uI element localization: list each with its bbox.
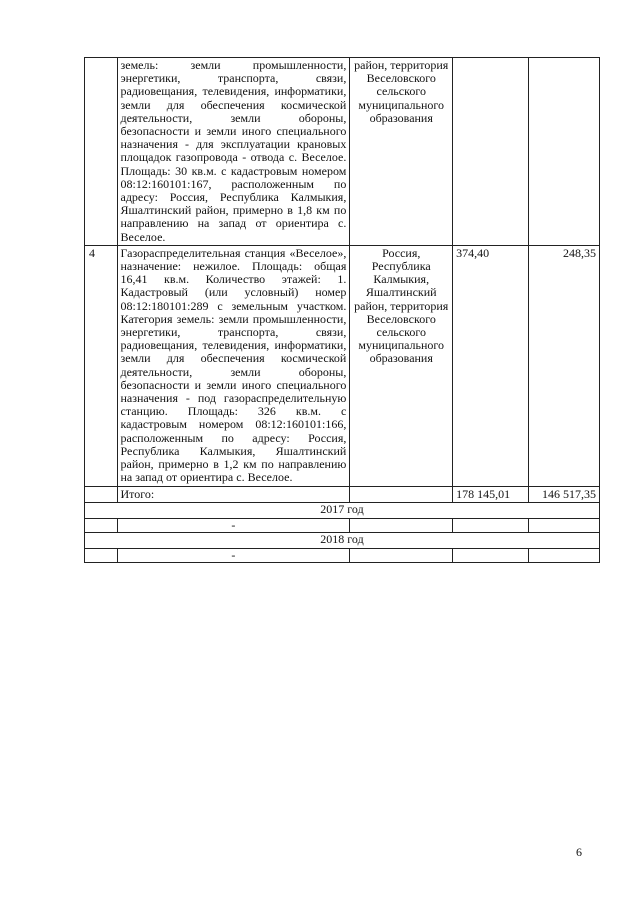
empty-cell: [528, 518, 599, 532]
year-2018-row: [85, 532, 600, 548]
empty-cell: [85, 548, 118, 562]
row-value2-cell: 248,35: [528, 245, 599, 486]
total-empty-cell: [85, 486, 118, 502]
table-row-4: [85, 245, 600, 486]
year-2017-heading: 2017 год: [85, 502, 600, 518]
empty-cell: [350, 548, 453, 562]
empty-cell: [528, 548, 599, 562]
year-2017-row: [85, 502, 600, 518]
year-2018-empty-row: [85, 548, 600, 562]
total-empty-cell: [350, 486, 453, 502]
total-value2: 146 517,35: [528, 486, 599, 502]
year-2018-heading: 2018 год: [85, 532, 600, 548]
property-table: [84, 57, 600, 563]
row-number-cell: [85, 58, 118, 246]
row-description-cell: земель: земли промышленности, энергетики, транспорта, связи, радиовещания, телевидения, информатики, земли для обеспечения космической деятельности, земли обороны, безопасности и земли иного специального назначения - для эксплуатации крановых площадок газопровода - отвода с. Веселое. Площадь: 30 кв.м. с кадастровым номером 08:12:160101:167, расположенным по адресу: Россия, Республика Калмыкия, Яшалтинский район, примерно в 1,8 км по направлению на запад от ориентира с. Веселое.: [117, 58, 350, 246]
year-2017-dash: -: [117, 518, 350, 532]
row-value2-cell: [528, 58, 599, 246]
row-value1-cell: 374,40: [453, 245, 529, 486]
year-2018-dash: -: [117, 548, 350, 562]
row-description-cell: Газораспределительная станция «Веселое», назначение: нежилое. Площадь: общая 16,41 кв.м. Количество этажей: 1. Кадастровый (или условный) номер 08:12:180101:289 с земельным участком. Категория земель: земли промышленности, энергетики, транспорта, связи, радиовещания, телевидения, информатики, земли для обеспечения космической деятельности, земли обороны, безопасности и земли иного специального назначения - под газораспределительную станцию. Площадь: 326 кв.м. с кадастровым номером 08:12:160101:166, расположенным по адресу: Россия, Республика Калмыкия, Яшалтинский район, примерно в 1,2 км по направлению на запад от ориентира с. Веселое.: [117, 245, 350, 486]
row-value1-cell: [453, 58, 529, 246]
year-2017-empty-row: [85, 518, 600, 532]
empty-cell: [350, 518, 453, 532]
total-row: [85, 486, 600, 502]
empty-cell: [453, 548, 529, 562]
total-label: Итого:: [117, 486, 350, 502]
row-address-cell: Россия, Республика Калмыкия, Яшалтинский район, территория Веселовского сельского муниципального образования: [350, 245, 453, 486]
page-number: 6: [576, 845, 582, 859]
row-address-cell: район, территория Веселовского сельского муниципального образования: [350, 58, 453, 246]
total-value1: 178 145,01: [453, 486, 529, 502]
empty-cell: [85, 518, 118, 532]
empty-cell: [453, 518, 529, 532]
table-row-continuation: [85, 58, 600, 246]
row-number-cell: 4: [85, 245, 118, 486]
